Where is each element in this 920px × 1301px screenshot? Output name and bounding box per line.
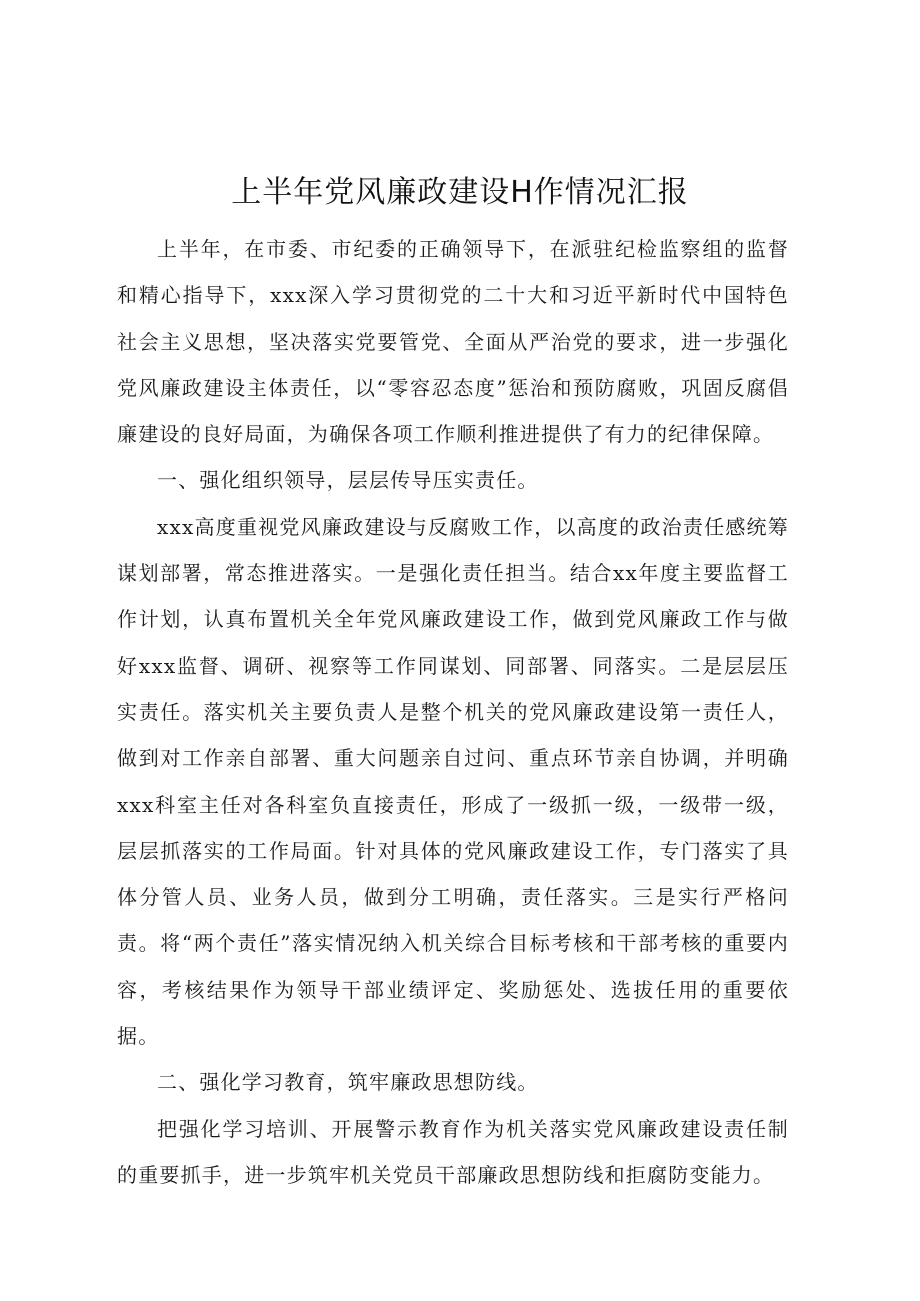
paragraph-section-1: xxx高度重视党风廉政建设与反腐败工作，以高度的政治责任感统筹谋划部署，常态推进落实。一是强化责任担当。结合xx年度主要监督工作计划，认真布置机关全年党风廉政建设工作，做到党风廉政工作与做好xxx监督、调研、视察等工作同谋划、同部署、同落实。二是层层压实责任。落实机关主要负责人是整个机关的党风廉政建设第一责任人，做到对工作亲自部署、重大问题亲自过问、重点环节亲自协调，并明确xxx科室主任对各科室负直接责任，形成了一级抓一级，一级带一级，层层抓落实的工作局面。针对具体的党风廉政建设工作，专门落实了具体分管人员、业务人员，做到分工明确，责任落实。三是实行严格问责。将“两个责任”落实情况纳入机关综合目标考核和干部考核的重要内容，考核结果作为领导干部业绩评定、奖励惩处、选拔任用的重要依据。 [117, 514, 789, 1049]
section-heading-2: 二、强化学习教育，筑牢廉政思想防线。 [157, 1070, 539, 1095]
section-heading-1: 一、强化组织领导，层层传导压实责任。 [157, 468, 539, 493]
document-body [117, 226, 789, 1198]
paragraph-section-2: 把强化学习培训、开展警示教育作为机关落实党风廉政建设责任制的重要抓手，进一步筑牢机关党员干部廉政思想防线和拒腐防变能力。 [117, 1116, 789, 1187]
document-title: 上半年党风廉政建设H作情况汇报 [231, 175, 689, 210]
paragraph-intro: 上半年，在市委、市纪委的正确领导下，在派驻纪检监察组的监督和精心指导下，xxx深入学习贯彻党的二十大和习近平新时代中国特色社会主义思想，坚决落实党要管党、全面从严治党的要求，进一步强化党风廉政建设主体责任，以“零容忍态度”惩治和预防腐败，巩固反腐倡廉建设的良好局面，为确保各项工作顺利推进提供了有力的纪律保障。 [117, 237, 789, 447]
